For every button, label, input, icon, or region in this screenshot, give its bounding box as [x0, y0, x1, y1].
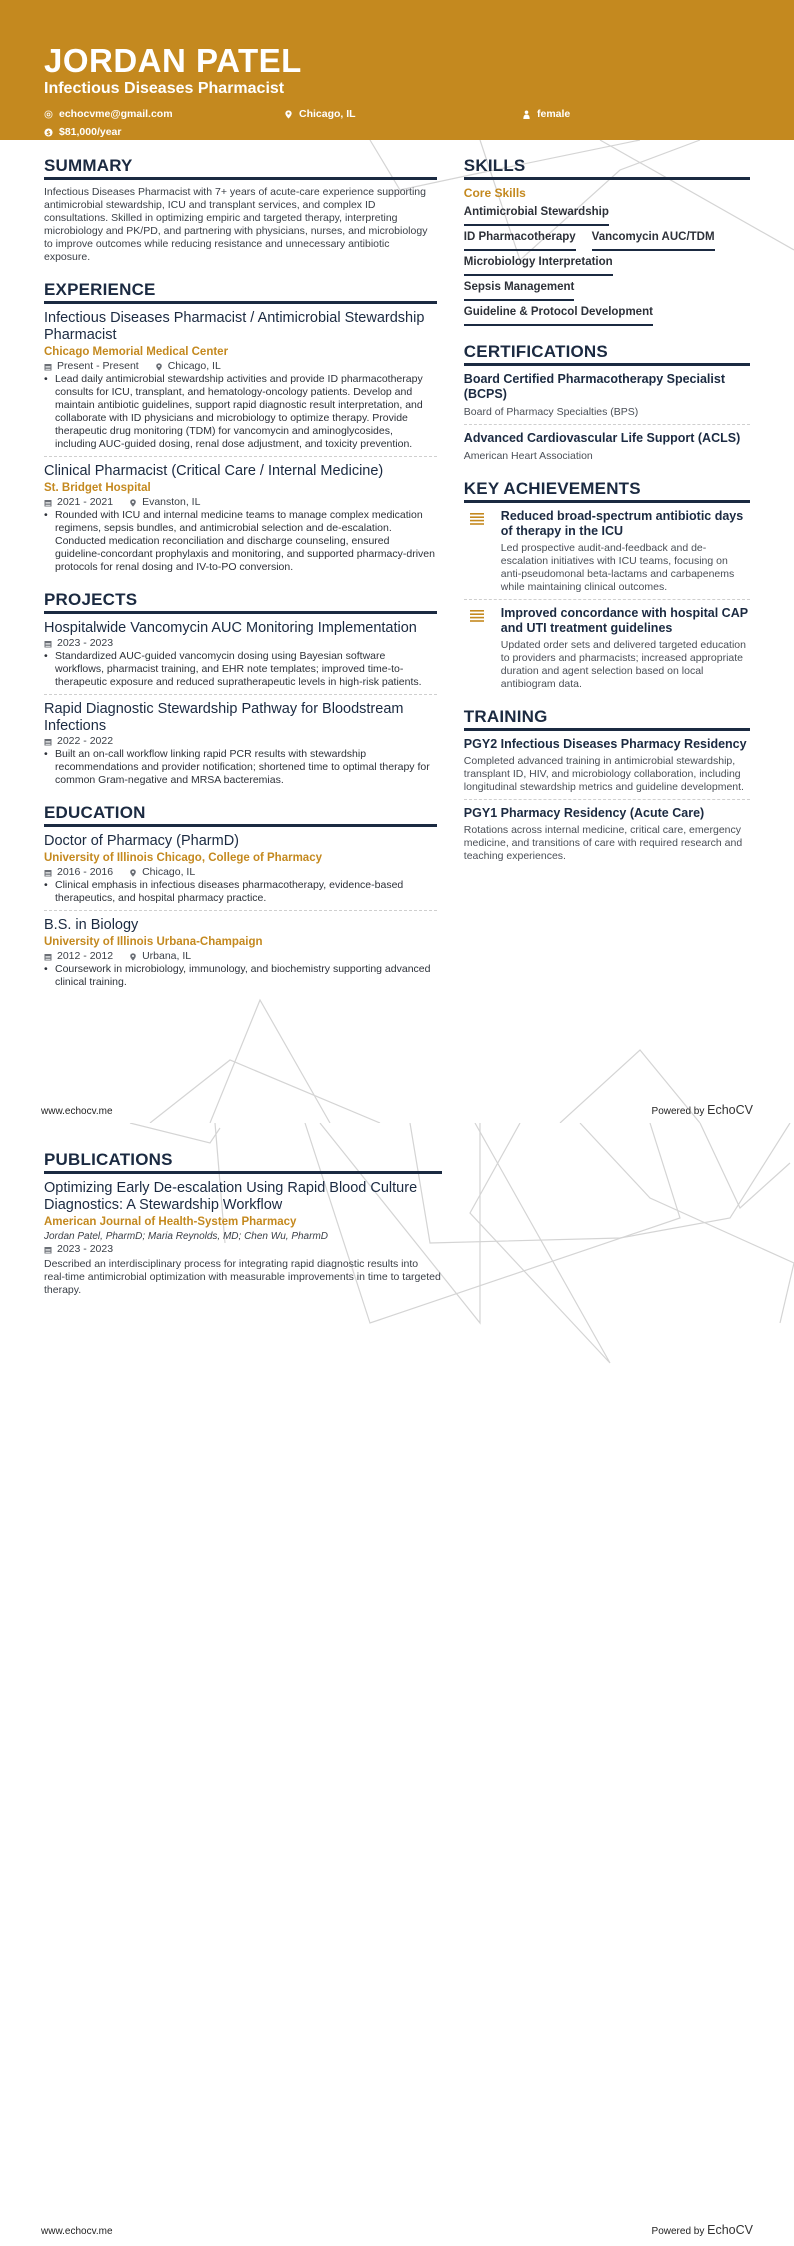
achievements-section — [464, 480, 750, 691]
at-icon — [44, 110, 53, 119]
entry-divider — [44, 694, 437, 695]
skill-tag: Sepsis Management — [464, 276, 575, 301]
job-dates: Present - Present — [57, 360, 139, 372]
salary-text: $81,000/year — [59, 126, 122, 138]
list-icon-wrap — [464, 509, 501, 594]
page-footer — [0, 2223, 794, 2237]
footer-site-link[interactable]: www.echocv.me — [41, 2226, 113, 2237]
calendar-icon — [44, 640, 52, 648]
experience-entry — [44, 463, 437, 574]
certification-name: Board Certified Pharmacotherapy Specialist (BCPS) — [463, 372, 725, 401]
entry-divider — [464, 424, 750, 425]
project-title: Hospitalwide Vancomycin AUC Monitoring Implementation — [44, 620, 417, 636]
map-pin-icon — [155, 363, 163, 371]
publication-authors: Jordan Patel, PharmD; Maria Reynolds, MD; Chen Wu, PharmD — [44, 1231, 328, 1242]
project-meta — [44, 735, 437, 748]
certification-name: Advanced Cardiovascular Life Support (ACLS) — [463, 431, 741, 445]
bullet-text: Built an on-call workflow linking rapid PCR results with stewardship recommendations and provider notification; shortened time to optimal therapy for common Gram-negative and MRSA bacteremias. — [55, 748, 430, 786]
list-lines-icon — [470, 610, 484, 622]
job-location: Evanston, IL — [142, 496, 201, 508]
section-heading: SUMMARY — [44, 157, 437, 180]
project-bullet: • Standardized AUC-guided vancomycin dosing using Bayesian software workflows, pharmacist training, and EHR note templates; improved time-to-therapeutic exposure and reduced supratherapeutic levels in high-risk patients. — [44, 650, 437, 689]
entry-divider — [464, 599, 750, 600]
training-section — [464, 708, 750, 863]
certification-issuer: American Heart Association — [463, 450, 593, 462]
map-pin-icon — [284, 110, 293, 119]
project-meta — [44, 637, 437, 650]
location-text: Chicago, IL — [299, 108, 356, 120]
skill-category: Core Skills — [463, 186, 526, 200]
section-heading: SKILLS — [464, 157, 750, 180]
money-icon — [44, 128, 53, 137]
contact-info — [44, 106, 750, 140]
powered-by-label: Powered by — [651, 2226, 705, 2237]
school-name: University of Illinois Urbana-Champaign — [44, 936, 263, 948]
email-text: echocvme@gmail.com — [59, 108, 173, 120]
project-bullet: • Built an on-call workflow linking rapid PCR results with stewardship recommendations and provider notification; shortened time to optimal therapy for common Gram-negative and MRSA bacteremias. — [44, 748, 437, 787]
job-meta — [44, 496, 437, 509]
map-pin-icon — [129, 499, 137, 507]
training-desc: Rotations across internal medicine, critical care, emergency medicine, and transitions of care with required research and teaching experiences. — [463, 824, 743, 862]
entry-divider — [44, 910, 437, 911]
calendar-icon — [44, 738, 52, 746]
education-meta — [44, 866, 437, 879]
left-column — [44, 157, 437, 1006]
training-title: PGY2 Infectious Diseases Pharmacy Residency — [463, 737, 747, 751]
bullet-text: Rounded with ICU and internal medicine teams to manage complex medication regimens, sepsis bundles, and antimicrobial selection and de-escalation. Conducted medication reconciliation and discharge counseling, ensured guideline-concordant prophylaxis and monitoring, and supported pharmacy-driven protocols for renal dosing and IV-to-PO conversion. — [55, 509, 435, 573]
achievement-desc: Updated order sets and delivered targeted education to providers and pharmacists; increased appropriate duration and agent selection based on local antibiogram data. — [500, 639, 746, 690]
section-heading: CERTIFICATIONS — [464, 343, 750, 366]
publications-section — [44, 1151, 442, 1297]
project-title: Rapid Diagnostic Stewardship Pathway for Bloodstream Infections — [44, 701, 404, 734]
employer-name: St. Bridget Hospital — [44, 482, 151, 494]
education-location: Urbana, IL — [142, 950, 192, 962]
calendar-icon — [44, 953, 52, 961]
skills-section — [464, 157, 750, 326]
achievement-title: Improved concordance with hospital CAP and UTI treatment guidelines — [500, 606, 748, 635]
bullet-text: Standardized AUC-guided vancomycin dosing using Bayesian software workflows, pharmacist training, and EHR note templates; improved time-to-therapeutic exposure and reduced supratherapeutic levels in high-risk patients. — [55, 650, 422, 688]
certification-entry — [464, 431, 750, 463]
achievement-title: Reduced broad-spectrum antibiotic days of therapy in the ICU — [500, 509, 744, 538]
job-title: Infectious Diseases Pharmacist / Antimicrobial Stewardship Pharmacist — [44, 310, 425, 343]
svg-text:$: $ — [46, 129, 51, 137]
achievement-entry — [464, 606, 750, 691]
employer-name: Chicago Memorial Medical Center — [44, 346, 229, 358]
footer-site-link[interactable]: www.echocv.me — [41, 1106, 113, 1117]
education-bullet: • Clinical emphasis in infectious diseases pharmacotherapy, evidence-based therapeutics, and hospital pharmacy practice. — [44, 879, 437, 905]
certification-entry — [464, 372, 750, 419]
bullet-text: Lead daily antimicrobial stewardship activities and provide ID pharmacotherapy consults for ICU, transplant, and hematology-oncology patients. Develop and maintain antibiotic guidelines, support rapid diagnostic result interpretation, and collaborate with ID physicians and microbiology to optimize therapy. Provide therapeutic drug monitoring (TDM) for vancomycin and aminoglycosides, including AUC-guided dosing, renal dose adjustment, and toxicity prevention. — [55, 373, 423, 450]
brand-name: EchoCV — [707, 1103, 753, 1117]
job-bullet: • Rounded with ICU and internal medicine teams to manage complex medication regimens, sepsis bundles, and antimicrobial selection and de-escalation. Conducted medication reconciliation and discharge counseling, ensured guideline-concordant prophylaxis and monitoring, and supported pharmacy-driven protocols for renal dosing and IV-to-PO conversion. — [44, 509, 435, 573]
resume-header — [0, 0, 794, 140]
education-location: Chicago, IL — [142, 866, 196, 878]
publication-journal: American Journal of Health-System Pharmacy — [44, 1216, 297, 1228]
skill-tag: ID Pharmacotherapy — [464, 226, 576, 251]
contact-email[interactable] — [44, 106, 284, 122]
contact-salary — [44, 124, 284, 140]
education-entry — [44, 833, 437, 905]
job-bullet: • Lead daily antimicrobial stewardship activities and provide ID pharmacotherapy consults for ICU, transplant, and hematology-oncology patients. Develop and maintain antibiotic guidelines, support rapid diagnostic result interpretation, and collaborate with ID physicians and microbiology to optimize therapy. Provide therapeutic drug monitoring (TDM) for vancomycin and aminoglycosides, including AUC-guided dosing, renal dose adjustment, and toxicity prevention. — [44, 373, 437, 451]
certification-issuer: Board of Pharmacy Specialties (BPS) — [463, 406, 639, 418]
entry-divider — [44, 456, 437, 457]
training-entry — [464, 806, 750, 863]
skill-tag: Microbiology Interpretation — [464, 251, 613, 276]
degree-title: B.S. in Biology — [44, 917, 139, 933]
publication-desc: Described an interdisciplinary process for integrating rapid diagnostic results into real-time antimicrobial optimization with measurable improvements in time to targeted therapy. — [44, 1258, 441, 1296]
calendar-icon — [44, 499, 52, 507]
project-entry — [44, 620, 437, 689]
candidate-name: JORDAN PATEL — [44, 42, 302, 79]
school-name: University of Illinois Chicago, College of Pharmacy — [44, 852, 322, 864]
education-bullet: • Coursework in microbiology, immunology, and biochemistry supporting advanced clinical training. — [44, 963, 437, 989]
section-heading: EXPERIENCE — [44, 281, 437, 304]
page-footer — [0, 1103, 794, 1117]
experience-section — [44, 281, 437, 574]
entry-divider — [464, 799, 750, 800]
list-lines-icon — [470, 513, 484, 525]
certifications-section — [464, 343, 750, 463]
training-desc: Completed advanced training in antimicrobial stewardship, transplant ID, HIV, and microbiology collaboration, including longitudinal stewardship metrics and guideline development. — [463, 755, 744, 793]
skill-tag: Guideline & Protocol Development — [464, 301, 653, 326]
education-meta — [44, 950, 437, 963]
right-column — [464, 157, 750, 1006]
education-section — [44, 804, 437, 989]
calendar-icon — [44, 363, 52, 371]
contact-location — [284, 106, 522, 122]
education-dates: 2012 - 2012 — [57, 950, 114, 962]
section-heading: PROJECTS — [44, 591, 437, 614]
section-heading: TRAINING — [464, 708, 750, 731]
skills-list — [464, 201, 750, 326]
skill-tag: Vancomycin AUC/TDM — [592, 226, 715, 251]
section-heading: KEY ACHIEVEMENTS — [464, 480, 750, 503]
summary-section — [44, 157, 437, 264]
skill-tag: Antimicrobial Stewardship — [464, 201, 609, 226]
list-icon-wrap — [464, 606, 501, 691]
footer-powered-by[interactable] — [652, 1103, 753, 1117]
publication-meta — [44, 1243, 442, 1256]
brand-name: EchoCV — [707, 2223, 753, 2237]
project-entry — [44, 701, 437, 787]
training-entry — [464, 737, 750, 794]
education-entry — [44, 917, 437, 989]
publication-entry — [44, 1180, 442, 1297]
section-heading: EDUCATION — [44, 804, 437, 827]
publication-dates: 2023 - 2023 — [57, 1243, 114, 1255]
calendar-icon — [44, 869, 52, 877]
map-pin-icon — [129, 953, 137, 961]
degree-title: Doctor of Pharmacy (PharmD) — [44, 833, 239, 849]
user-icon — [522, 110, 531, 119]
education-dates: 2016 - 2016 — [57, 866, 114, 878]
job-dates: 2021 - 2021 — [57, 496, 114, 508]
experience-entry — [44, 310, 437, 451]
gender-text: female — [537, 108, 571, 120]
map-pin-icon — [129, 869, 137, 877]
calendar-icon — [44, 1246, 52, 1254]
project-dates: 2023 - 2023 — [57, 637, 114, 649]
candidate-title: Infectious Diseases Pharmacist — [44, 80, 285, 97]
contact-gender — [522, 106, 722, 122]
section-heading: PUBLICATIONS — [44, 1151, 442, 1174]
job-meta — [44, 360, 437, 373]
training-title: PGY1 Pharmacy Residency (Acute Care) — [463, 806, 705, 820]
job-title: Clinical Pharmacist (Critical Care / Internal Medicine) — [44, 463, 384, 479]
job-location: Chicago, IL — [167, 360, 221, 372]
powered-by-label: Powered by — [651, 1106, 705, 1117]
project-dates: 2022 - 2022 — [57, 735, 114, 747]
footer-powered-by[interactable] — [652, 2223, 753, 2237]
bullet-text: Coursework in microbiology, immunology, and biochemistry supporting advanced clinical training. — [55, 963, 431, 988]
publication-title: Optimizing Early De-escalation Using Rapid Blood Culture Diagnostics: A Stewardship Workflow — [44, 1180, 418, 1213]
projects-section — [44, 591, 437, 787]
summary-text: Infectious Diseases Pharmacist with 7+ years of acute-care experience supporting antimicrobial stewardship, ICU and transplant services, and complex ID consultations. Skilled in optimizing empiric and targeted therapy, interpreting microbiology and PK/PD, and partnering with physicians, nurses, and microbiology to improve outcomes while reducing resistance and unnecessary antibiotic exposure. — [44, 186, 428, 263]
achievement-entry — [464, 509, 750, 594]
achievement-desc: Led prospective audit-and-feedback and de-escalation initiatives with ICU teams, focusing on anti-pseudomonal beta-lactams and carbapenems while maintaining clinical outcomes. — [500, 542, 735, 593]
bullet-text: Clinical emphasis in infectious diseases pharmacotherapy, evidence-based therapeutics, and hospital pharmacy practice. — [55, 879, 404, 904]
left-column — [44, 1151, 442, 1314]
resume-page-2 — [0, 1123, 794, 2246]
